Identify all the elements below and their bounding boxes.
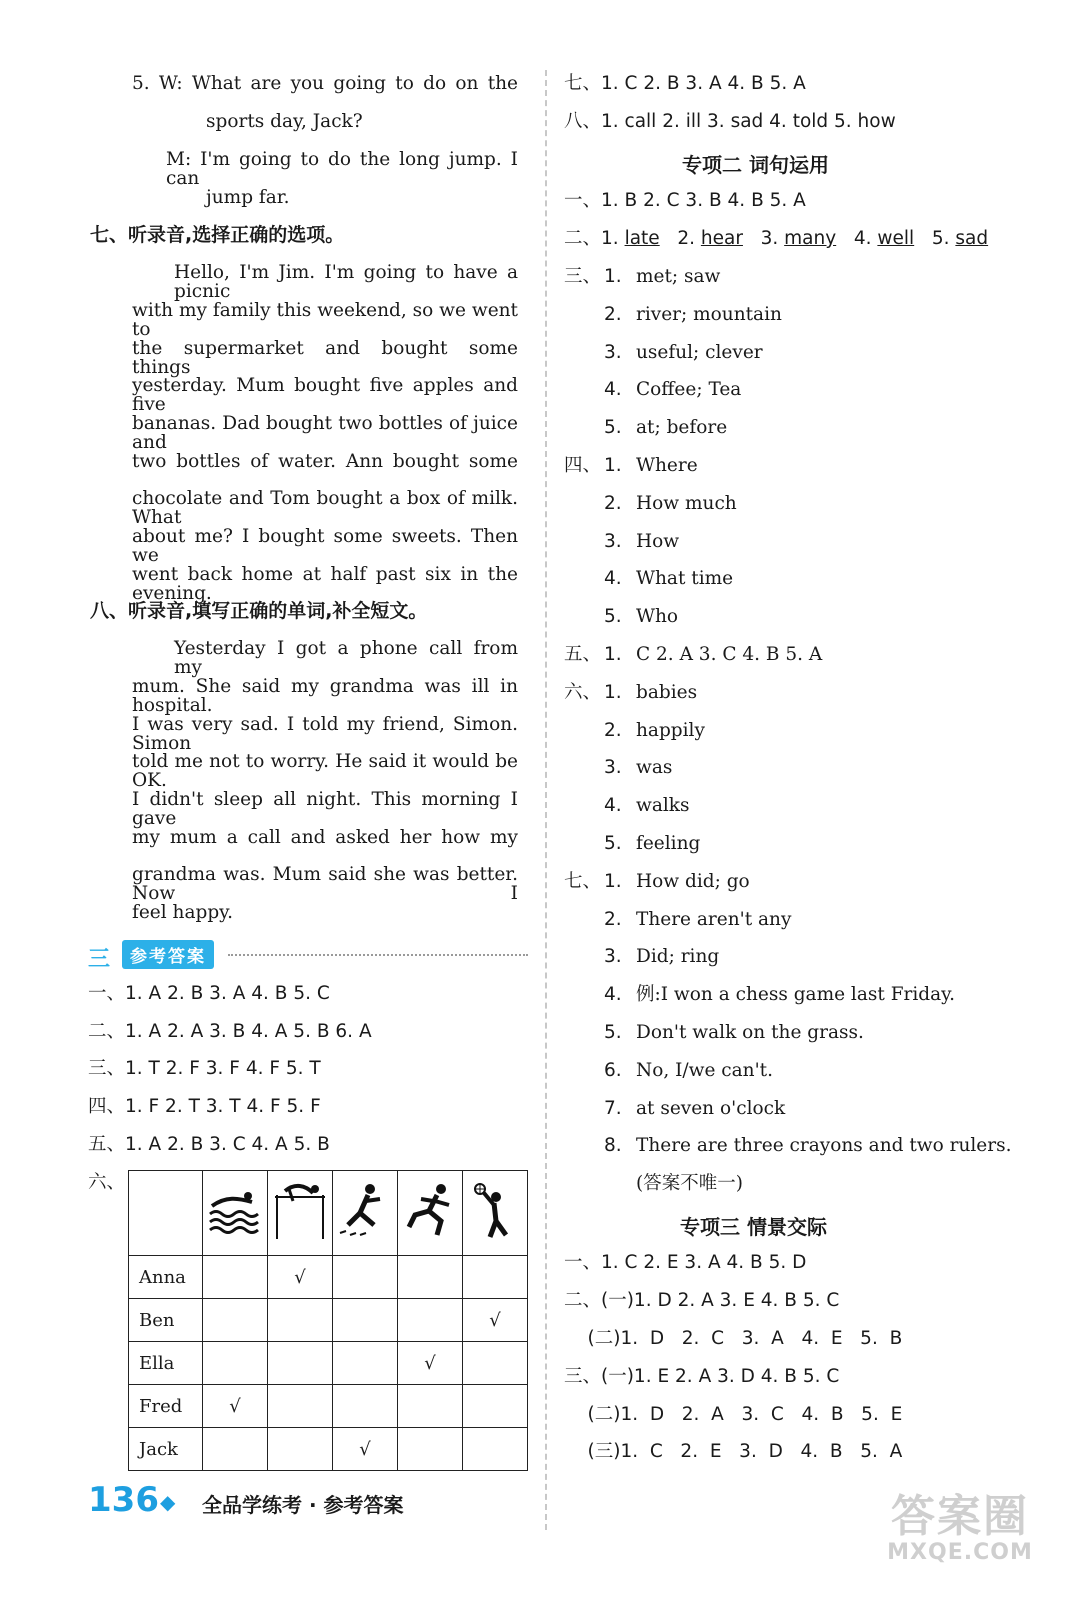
item-answer: was	[636, 757, 673, 778]
student-name: Anna	[129, 1256, 203, 1299]
item-answer: 例:I won a chess game last Friday.	[636, 984, 956, 1005]
answer-row: 一、1. B 2. C 3. B 4. B 5. A	[564, 190, 806, 211]
item-answer: river; mountain	[636, 304, 782, 325]
answer-row-underlined: 二、1. late 2. hear 3. many 4. well 5. sad	[564, 228, 989, 249]
book-title: 全品学练考 · 参考答案	[202, 1493, 404, 1517]
answer-row: (三)1. C 2. E 3. D 4. B 5. A	[564, 1441, 903, 1462]
item-number: 2.	[604, 493, 622, 514]
mark-cell: √	[333, 1428, 398, 1471]
question-group-label: 七、	[564, 871, 602, 892]
passage-line: the supermarket and bought some things	[132, 338, 518, 378]
mark-cell	[203, 1342, 268, 1385]
item-number: 5.	[604, 833, 622, 854]
banner-mark: 三	[88, 947, 111, 972]
item-answer: at; before	[636, 417, 728, 438]
item-answer: walks	[636, 795, 690, 816]
watermark	[870, 1480, 1050, 1580]
mark-cell: √	[268, 1256, 333, 1299]
answer-row: 二、1. A 2. A 3. B 4. A 5. B 6. A	[88, 1021, 372, 1042]
question-group-label: 六、	[564, 682, 602, 703]
table-row	[129, 1299, 528, 1342]
item-answer: Did; ring	[636, 946, 720, 967]
mark-cell	[268, 1385, 333, 1428]
passage-line: chocolate and Tom bought a box of milk. What	[132, 488, 518, 528]
passage-line: mum. She said my grandma was ill in hospital.	[132, 676, 518, 716]
answer-row: 三、1. T 2. F 3. F 4. F 5. T	[88, 1058, 321, 1079]
icon-row	[129, 1171, 528, 1256]
section-3-title: 专项三 情景交际	[680, 1215, 827, 1239]
item-number: 5.	[604, 1022, 622, 1043]
student-name: Fred	[129, 1385, 203, 1428]
question-group-label: 五、	[564, 644, 602, 665]
passage-line: Hello, I'm Jim. I'm going to have a picnic	[174, 262, 518, 302]
item-number: 3.	[604, 342, 622, 363]
mark-cell: √	[398, 1342, 463, 1385]
mark-cell	[463, 1256, 528, 1299]
answer-row: 四、1. F 2. T 3. T 4. F 5. F	[88, 1096, 321, 1117]
passage-line: grandma was. Mum said she was better. Now I	[132, 864, 518, 904]
answer-row: 一、1. C 2. E 3. A 4. B 5. D	[564, 1252, 807, 1273]
item-number: 2.	[604, 909, 622, 930]
section-2-title: 专项二 词句运用	[682, 153, 829, 177]
item-number: 1.	[604, 455, 622, 476]
passage-line: told me not to worry. He said it would be OK.	[132, 751, 518, 791]
item-number: 1.	[604, 682, 622, 703]
mark-cell	[463, 1428, 528, 1471]
dialogue-line: 5. W: What are you going to do on the	[132, 73, 518, 94]
item-number: 4.	[604, 379, 622, 400]
item-number: 3.	[604, 757, 622, 778]
answer-row: 一、1. A 2. B 3. A 4. B 5. C	[88, 983, 330, 1004]
answer-key-banner	[88, 940, 528, 970]
mark-cell: √	[203, 1385, 268, 1428]
mark-cell	[268, 1342, 333, 1385]
student-name: Ella	[129, 1342, 203, 1385]
mark-cell	[398, 1428, 463, 1471]
diamond-icon: ◆	[160, 1490, 176, 1514]
item-answer: C 2. A 3. C 4. B 5. A	[636, 644, 823, 665]
high-jump-icon	[268, 1171, 333, 1256]
item-answer: No, I/we can't.	[636, 1060, 773, 1081]
blank-header-cell	[129, 1171, 203, 1256]
item-number: 1.	[604, 871, 622, 892]
answer-row: 五、1. A 2. B 3. C 4. A 5. B	[88, 1134, 330, 1155]
dialogue-line: sports day, Jack?	[206, 111, 363, 132]
mark-cell	[203, 1256, 268, 1299]
running-icon	[398, 1171, 463, 1256]
section-8-title: 八、听录音,填写正确的单词,补全短文。	[90, 600, 428, 622]
table-row	[129, 1256, 528, 1299]
item-answer: at seven o'clock	[636, 1098, 786, 1119]
table-row	[129, 1428, 528, 1471]
mark-cell	[268, 1299, 333, 1342]
item-number: 7.	[604, 1098, 622, 1119]
watermark-text: 答案圈	[891, 1491, 1029, 1542]
dialogue-line: jump far.	[206, 187, 290, 208]
mark-cell	[463, 1342, 528, 1385]
column-divider	[545, 70, 547, 1530]
item-number: 5.	[604, 606, 622, 627]
dialogue-line: M: I'm going to do the long jump. I can	[166, 149, 518, 189]
mark-cell	[333, 1342, 398, 1385]
item-answer: Where	[636, 455, 698, 476]
item-number: 4.	[604, 984, 622, 1005]
mark-cell	[463, 1385, 528, 1428]
mark-cell	[203, 1428, 268, 1471]
item-number: 5.	[604, 417, 622, 438]
mark-cell	[203, 1299, 268, 1342]
item-number: 8.	[604, 1135, 622, 1156]
watermark-url: MXQE.COM	[887, 1540, 1033, 1565]
mark-cell	[398, 1256, 463, 1299]
answer-row: (二)1. D 2. C 3. A 4. E 5. B	[564, 1328, 903, 1349]
passage-line: my mum a call and asked her how my	[132, 827, 518, 848]
passage-line: with my family this weekend, so we went to	[132, 300, 518, 340]
item-answer: Coffee; Tea	[636, 379, 742, 400]
item-answer: babies	[636, 682, 698, 703]
answer-row: (二)1. D 2. A 3. C 4. B 5. E	[564, 1404, 903, 1425]
item-number: 4.	[604, 795, 622, 816]
item-answer: Who	[636, 606, 679, 627]
answer-row: 二、(一)1. D 2. A 3. E 4. B 5. C	[564, 1290, 840, 1311]
swimming-icon	[203, 1171, 268, 1256]
item-answer: How much	[636, 493, 737, 514]
item-number: 1.	[604, 644, 622, 665]
item-number: 2.	[604, 304, 622, 325]
table-row	[129, 1342, 528, 1385]
question-group-label: 三、	[564, 266, 602, 287]
dotted-rule	[228, 954, 528, 956]
item-answer: How	[636, 531, 680, 552]
item-answer: What time	[636, 568, 734, 589]
mark-cell	[398, 1299, 463, 1342]
answer-row: 七、1. C 2. B 3. A 4. B 5. A	[564, 73, 806, 94]
question-group-label: 四、	[564, 455, 602, 476]
mark-cell	[398, 1385, 463, 1428]
item-answer: useful; clever	[636, 342, 763, 363]
passage-line: bananas. Dad bought two bottles of juice and	[132, 413, 518, 453]
mark-cell	[333, 1256, 398, 1299]
table-row	[129, 1385, 528, 1428]
mark-cell	[268, 1428, 333, 1471]
passage-line: yesterday. Mum bought five apples and five	[132, 375, 518, 415]
passage-line: went back home at half past six in the evening.	[132, 564, 518, 604]
answer-row: 八、1. call 2. ill 3. sad 4. told 5. how	[564, 111, 896, 132]
item-answer: feeling	[636, 833, 701, 854]
basketball-icon	[463, 1171, 528, 1256]
item-answer: met; saw	[636, 266, 721, 287]
answer-row: 三、(一)1. E 2. A 3. D 4. B 5. C	[564, 1366, 840, 1387]
student-name: Ben	[129, 1299, 203, 1342]
student-name: Jack	[129, 1428, 203, 1471]
passage-line: about me? I bought some sweets. Then we	[132, 526, 518, 566]
passage-line: I didn't sleep all night. This morning I gave	[132, 789, 518, 829]
item-number: 3.	[604, 946, 622, 967]
item-answer: (答案不唯一)	[636, 1173, 743, 1194]
mark-cell	[333, 1385, 398, 1428]
item-number: 1.	[604, 266, 622, 287]
sports-answer-table	[128, 1170, 528, 1471]
passage-line: feel happy.	[132, 902, 234, 923]
item-number: 3.	[604, 531, 622, 552]
long-jump-icon	[333, 1171, 398, 1256]
passage-line: two bottles of water. Ann bought some	[132, 451, 518, 472]
mark-cell	[333, 1299, 398, 1342]
item-answer: There are three crayons and two rulers.	[636, 1135, 1012, 1156]
item-answer: Don't walk on the grass.	[636, 1022, 864, 1043]
item-answer: How did; go	[636, 871, 750, 892]
passage-line: Yesterday I got a phone call from my	[174, 638, 518, 678]
item-number: 4.	[604, 568, 622, 589]
item-number: 6.	[604, 1060, 622, 1081]
item-answer: happily	[636, 720, 705, 741]
passage-line: I was very sad. I told my friend, Simon. Simon	[132, 714, 518, 754]
mark-cell: √	[463, 1299, 528, 1342]
page-number: 136	[88, 1480, 159, 1520]
answer-key-label: 参考答案	[122, 940, 214, 969]
table-label: 六、	[88, 1172, 126, 1193]
section-7-title: 七、听录音,选择正确的选项。	[90, 224, 345, 246]
item-answer: There aren't any	[636, 909, 792, 930]
item-number: 2.	[604, 720, 622, 741]
